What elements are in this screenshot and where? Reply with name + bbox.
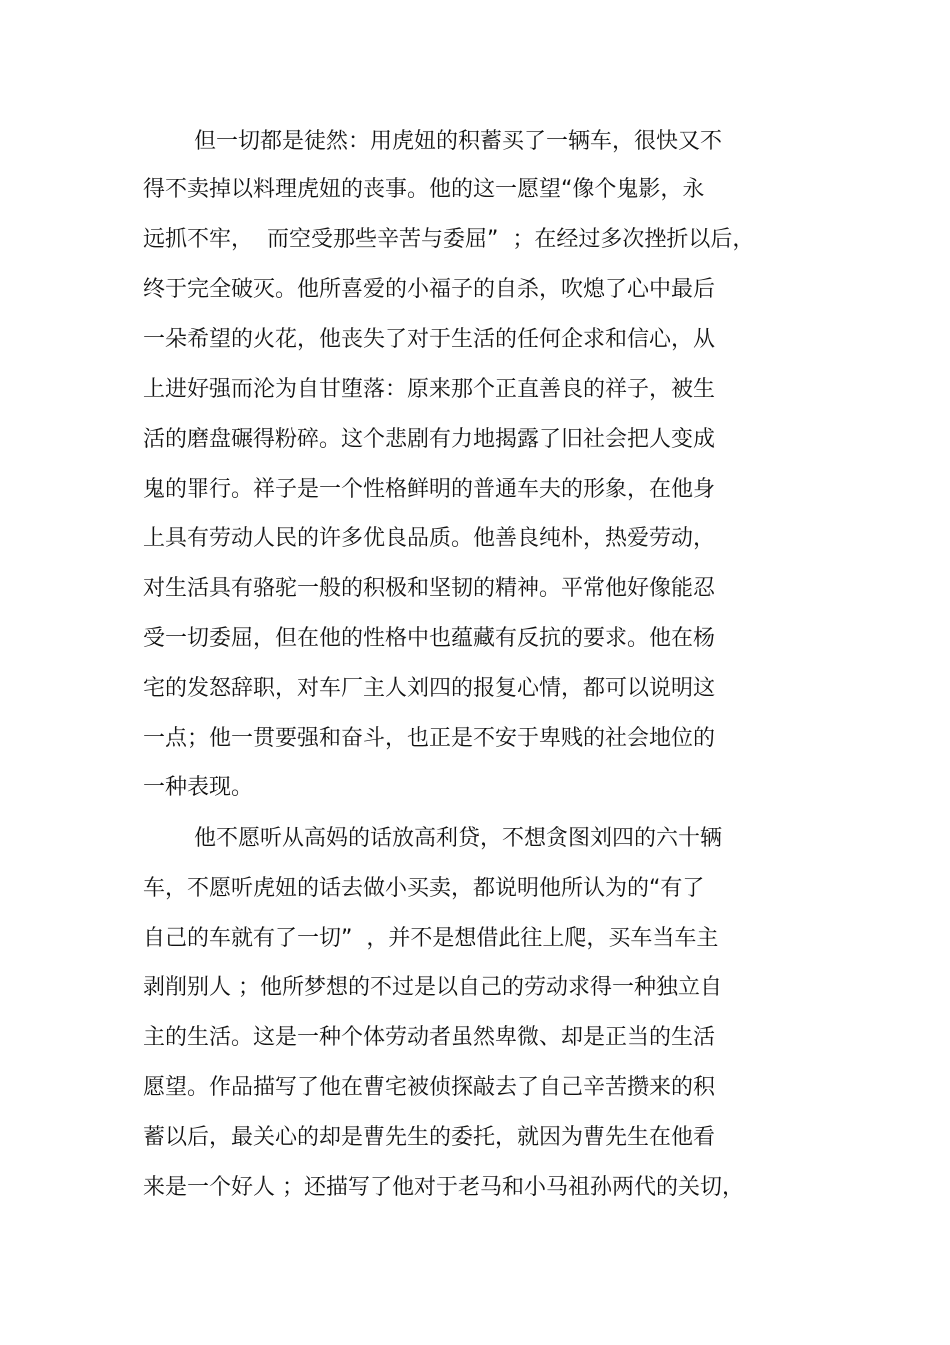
text-line: 车，不愿听虎妞的话去做小买卖，都说明他所认为的“有了: [143, 876, 705, 901]
text-line: 上进好强而沦为自甘堕落：原来那个正直善良的祥子，被生: [143, 377, 716, 402]
text-line: 得不卖掉以料理虎妞的丧事。他的这一愿望“像个鬼影，永: [143, 177, 705, 202]
text-line: 一朵希望的火花，他丧失了对于生活的任何企求和信心，从: [143, 327, 716, 352]
text-line: 受一切委屈，但在他的性格中也蕴藏有反抗的要求。他在杨: [143, 626, 716, 651]
text-line: 对生活具有骆驼一般的积极和坚韧的精神。平常他好像能忍: [143, 576, 716, 601]
text-line: 愿望。作品描写了他在曹宅被侦探敲去了自己辛苦攒来的积: [143, 1075, 716, 1100]
text-line: 来是一个好人 ；还描写了他对于老马和小马祖孙两代的关切，: [143, 1175, 744, 1200]
text-line: 一点；他一贯要强和奋斗，也正是不安于卑贱的社会地位的: [143, 726, 716, 751]
text-line: 终于完全破灭。他所喜爱的小福子的自杀，吹熄了心中最后: [143, 277, 716, 302]
text-line: 远抓不牢， 而空受那些辛苦与委屈” ；在经过多次挫折以后，: [143, 227, 755, 252]
text-line: 蓄以后，最关心的却是曹先生的委托，就因为曹先生在他看: [143, 1125, 716, 1150]
text-line: 活的磨盘碾得粉碎。这个悲剧有力地揭露了旧社会把人变成: [143, 427, 716, 452]
text-line: 鬼的罪行。祥子是一个性格鲜明的普通车夫的形象，在他身: [143, 477, 716, 502]
text-line: 宅的发怒辞职，对车厂主人刘四的报复心情，都可以说明这: [143, 676, 716, 701]
text-line: 但一切都是徒然：用虎妞的积蓄买了一辆车，很快又不: [194, 129, 723, 154]
text-line: 剥削别人 ；他所梦想的不过是以自己的劳动求得一种独立自: [143, 975, 722, 1000]
text-line: 他不愿听从高妈的话放高利贷，不想贪图刘四的六十辆: [194, 826, 723, 851]
text-line: 上具有劳动人民的许多优良品质。他善良纯朴，热爱劳动，: [143, 526, 716, 551]
text-line: 一种表现。: [143, 775, 254, 800]
text-line: 主的生活。这是一种个体劳动者虽然卑微、却是正当的生活: [143, 1025, 716, 1050]
text-line: 自己的车就有了一切” ，并不是想借此往上爬，买车当车主: [143, 926, 719, 951]
